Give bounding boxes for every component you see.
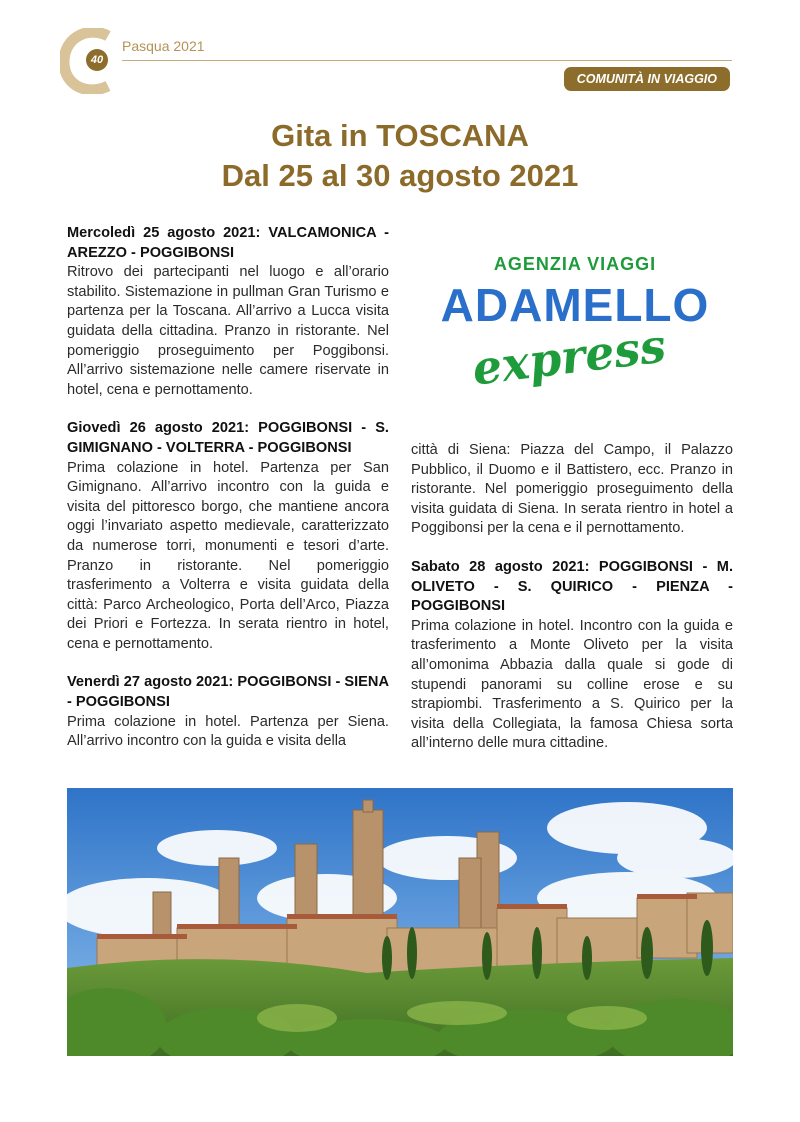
header-divider xyxy=(122,60,732,61)
logo-line-agency: AGENZIA VIAGGI xyxy=(493,254,657,274)
section-badge: COMUNITÀ IN VIAGGIO xyxy=(564,67,730,91)
day-heading: Sabato 28 agosto 2021: POGGIBONSI - M. OLIVETO - S. QUIRICO - PIENZA - POGGIBONSI xyxy=(411,558,733,615)
logo-line-name: ADAMELLO xyxy=(440,279,710,331)
right-column xyxy=(411,441,733,754)
logo-line-express: express xyxy=(469,318,669,396)
day-text: Prima colazione in hotel. Incontro con la guida e trasferimento a Monte Oliveto per la visita all’omonima Abbazia dalla quale si gode di stupendi panorami su colline erose e su strapiombi. Trasferimento a S. Quirico per la visita della Collegiata, la famosa Chiesa sorta all’interno delle mura cittadine. xyxy=(411,617,733,752)
day-text: Prima colazione in hotel. Partenza per San Gimignano. All’arrivo incontro con la guida e visita del pittoresco borgo, che mantiene ancora oggi l’invariato aspetto medievale, caratterizzato da numerose torri, monumenti e tesori d’arte. Pranzo in ristorante. Nel pomeriggio trasferimento a Volterra e visita guidata della città: Parco Archeologico, Porta dell’Arco, Piazza dei Priori e Fortezza. In serata rientro in hotel, cena e pernottamento. xyxy=(67,459,389,652)
day-text-continued: città di Siena: Piazza del Campo, il Palazzo Pubblico, il Duomo e il Battistero, ecc. Pranzo in ristorante. Nel pomeriggio proseguimento della visita guidata di Siena. In serata rientro in hotel a Poggibonsi per la cena e il pernottamento. xyxy=(411,442,733,537)
issue-label: Pasqua 2021 xyxy=(122,38,205,54)
agency-logo xyxy=(422,232,728,430)
page-number: 40 xyxy=(86,49,108,71)
day-heading: Venerdì 27 agosto 2021: POGGIBONSI - SIENA - POGGIBONSI xyxy=(67,674,389,711)
day-heading: Giovedì 26 agosto 2021: POGGIBONSI - S. GIMIGNANO - VOLTERRA - POGGIBONSI xyxy=(67,420,389,456)
article-title: Gita in TOSCANA xyxy=(271,118,529,153)
day-heading: Mercoledì 25 agosto 2021: VALCAMONICA - AREZZO - POGGIBONSI xyxy=(67,225,389,261)
landscape-photo xyxy=(67,788,733,1056)
left-column xyxy=(67,224,389,752)
article-subtitle: Dal 25 al 30 agosto 2021 xyxy=(221,158,579,193)
day-text: Prima colazione in hotel. Partenza per Siena. All’arrivo incontro con la guida e visita della xyxy=(67,713,389,750)
day-text: Ritrovo dei partecipanti nel luogo e all’orario stabilito. Sistemazione in pullman Gran Turismo e partenza per la Toscana. All’arrivo a Lucca visita guidata della cittadina. Pranzo in ristorante. Nel pomeriggio proseguimento per Poggibonsi. All’arrivo sistemazione nelle camere riservate in hotel, cena e pernottamento. xyxy=(67,264,389,398)
